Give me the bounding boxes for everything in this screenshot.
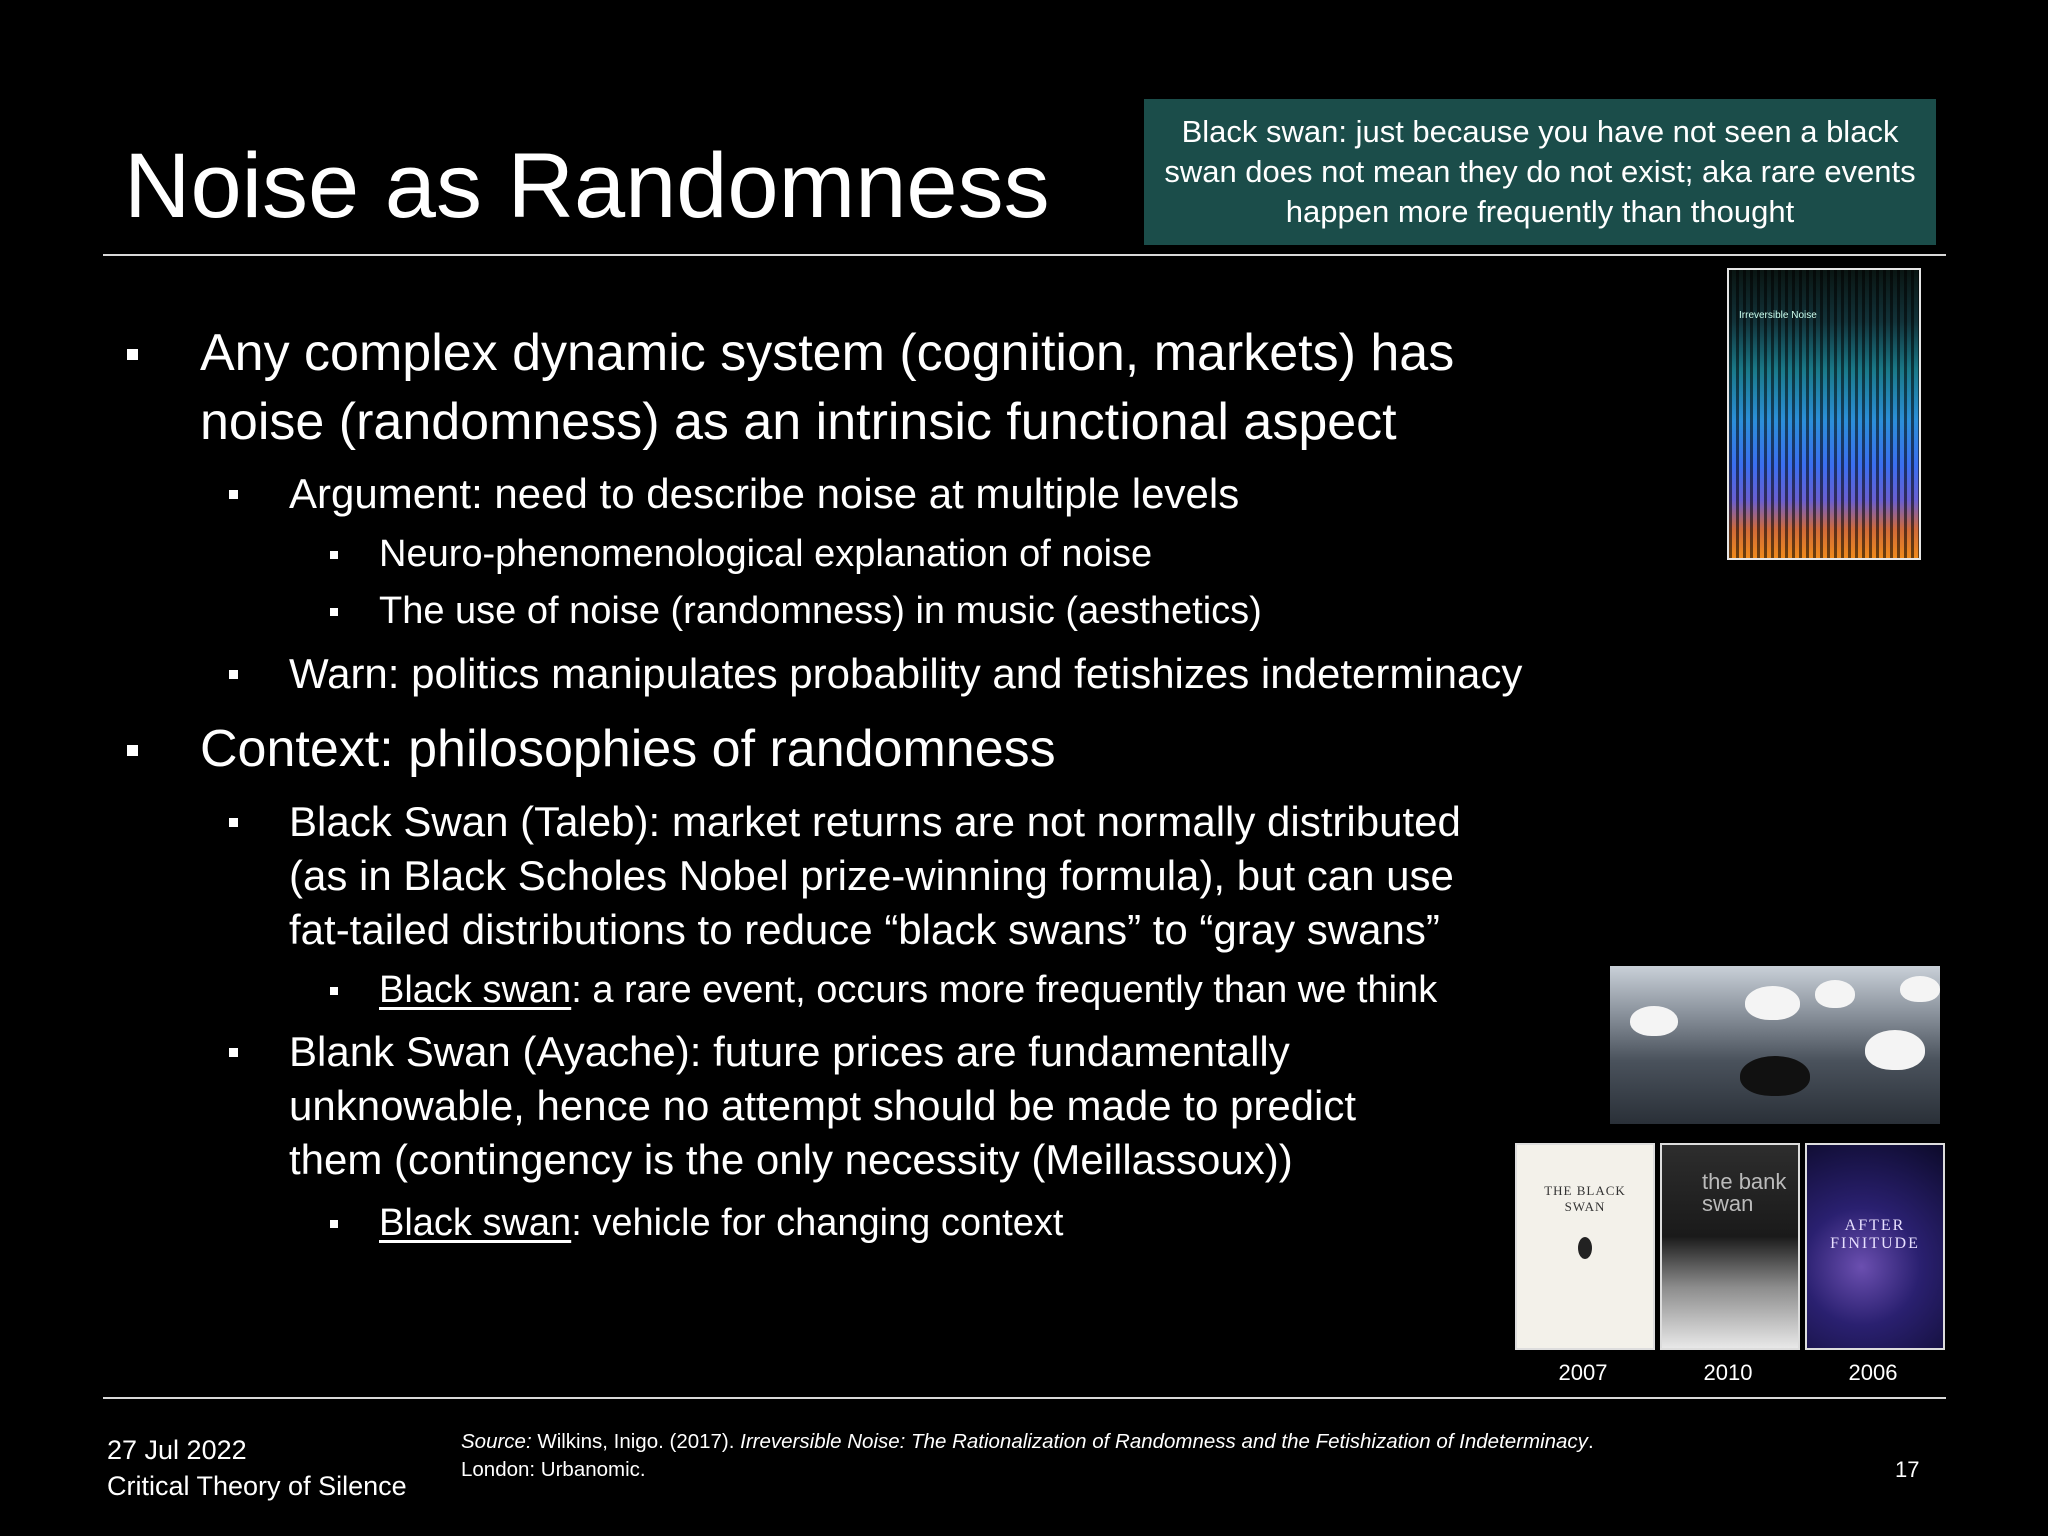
bullet-marker <box>229 670 238 679</box>
source-publisher: London: Urbanomic. <box>461 1458 646 1481</box>
bullet-marker <box>229 818 238 827</box>
bullet-marker <box>330 1220 338 1228</box>
bullet-marker <box>330 551 338 559</box>
footer-left <box>107 1432 407 1504</box>
footer-date: 27 Jul 2022 <box>107 1435 247 1465</box>
cover-title: Irreversible Noise <box>1739 310 1817 321</box>
book-title: the bank swan <box>1702 1169 1787 1216</box>
bullet-level1-continued: noise (randomness) as an intrinsic functional aspect <box>200 393 1397 451</box>
book-cover-the-black-swan <box>1515 1143 1655 1350</box>
book-year: 2006 <box>1848 1360 1898 1385</box>
title-divider <box>103 254 1946 256</box>
bullet-level3: Black swan: a rare event, occurs more frequently than we think <box>379 969 1438 1011</box>
white-swan <box>1745 986 1800 1020</box>
footer-course: Critical Theory of Silence <box>107 1471 407 1501</box>
book-title: AFTER FINITUDE <box>1830 1217 1920 1252</box>
black-swan-icon <box>1578 1237 1592 1259</box>
callout-box <box>1144 99 1936 245</box>
bullet-level2: Blank Swan (Ayache): future prices are fundamentally <box>289 1028 1290 1075</box>
bullet-marker <box>330 608 338 616</box>
bullet-level3: Neuro-phenomenological explanation of noise <box>379 533 1153 575</box>
white-swan <box>1900 976 1940 1002</box>
source-title: Irreversible Noise: The Rationalization of Randomness and the Fetishization of Indeterminacy <box>740 1430 1588 1453</box>
callout-text: Black swan: just because you have not seen a black swan does not mean they do not exist; aka rare events happen more frequently than thought <box>1164 114 1916 229</box>
swans-photo <box>1610 966 1940 1124</box>
source-label: Source: <box>461 1430 532 1453</box>
book-cover-after-finitude <box>1805 1143 1945 1350</box>
bullet-level2-continued: (as in Black Scholes Nobel prize-winning formula), but can use <box>289 852 1454 899</box>
footer-divider <box>103 1397 1946 1399</box>
bullet-level2: Warn: politics manipulates probability and fetishizes indeterminacy <box>289 650 1523 697</box>
white-swan <box>1630 1006 1678 1036</box>
bullet-level3: The use of noise (randomness) in music (aesthetics) <box>379 590 1262 632</box>
slide-title: Noise as Randomness <box>124 135 1050 237</box>
black-swan <box>1740 1056 1810 1096</box>
book-title: THE BLACK SWAN <box>1544 1183 1626 1214</box>
book-year: 2010 <box>1703 1360 1753 1385</box>
term-black-swan: Black swan <box>379 1202 572 1244</box>
bullet-level1: Context: philosophies of randomness <box>200 720 1056 778</box>
book-year: 2007 <box>1558 1360 1608 1385</box>
bullet-level1: Any complex dynamic system (cognition, markets) has <box>200 324 1455 382</box>
slide-number: 17 <box>1895 1457 1920 1482</box>
book-cover-the-blank-swan <box>1660 1143 1800 1350</box>
bullet-marker <box>330 987 338 995</box>
book-cover-irreversible-noise <box>1727 268 1921 560</box>
bullet-level2-continued: fat-tailed distributions to reduce “black swans” to “gray swans” <box>289 906 1440 953</box>
bullet-level2-continued: them (contingency is the only necessity (Meillassoux)) <box>289 1136 1293 1183</box>
bullet-level2-continued: unknowable, hence no attempt should be made to predict <box>289 1082 1357 1129</box>
bullet-marker <box>127 745 138 756</box>
bullet-marker <box>127 349 138 360</box>
term-black-swan: Black swan <box>379 969 572 1011</box>
white-swan <box>1865 1030 1925 1070</box>
bullet-marker <box>229 490 238 499</box>
bullet-level2: Argument: need to describe noise at multiple levels <box>289 470 1240 517</box>
bullet-level3: Black swan: vehicle for changing context <box>379 1202 1064 1244</box>
source-citation: Source: Wilkins, Inigo. (2017). Irreversible Noise: The Rationalization of Randomness and the Fetishization of Indeterminacy. London: Urbanomic. <box>461 1428 1791 1484</box>
bullet-marker <box>229 1048 238 1057</box>
white-swan <box>1815 980 1855 1008</box>
bullet-level2: Black Swan (Taleb): market returns are not normally distributed <box>289 798 1461 845</box>
